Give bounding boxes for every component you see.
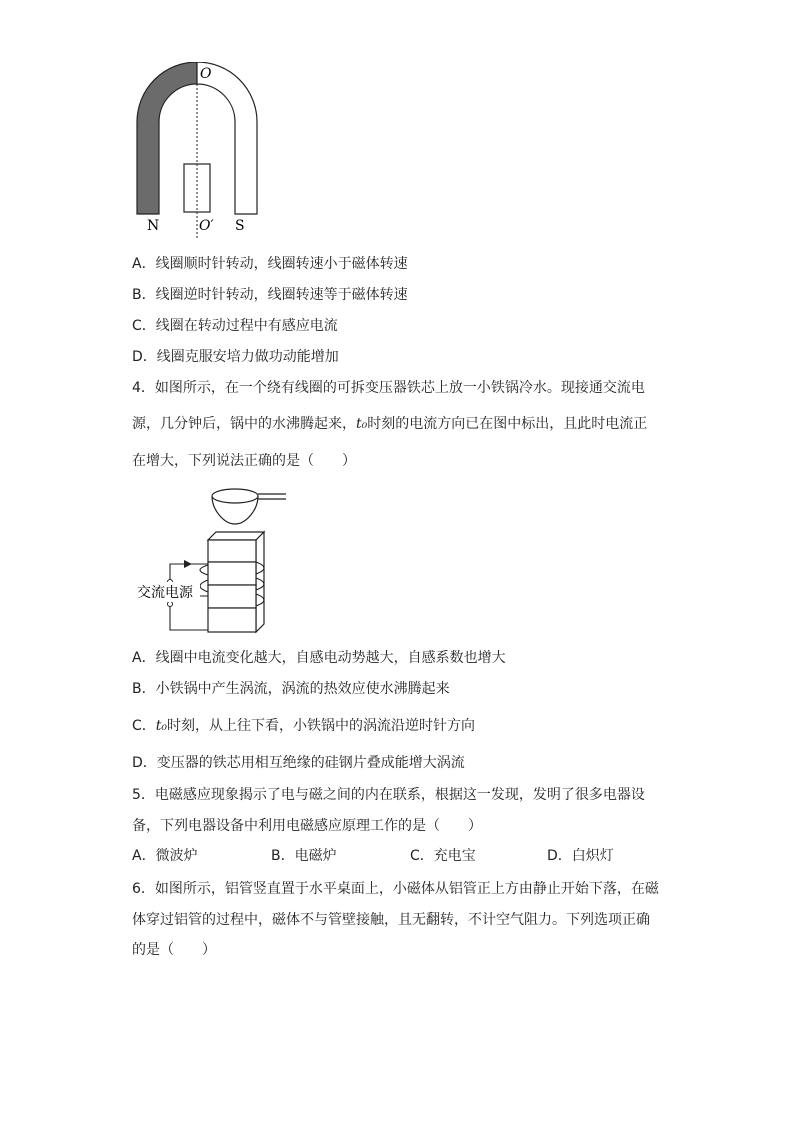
q4-stem-line-2: 源，几分钟后，锅中的水沸腾起来，t₀时刻的电流方向已在图中标出，且此时电流正 — [132, 416, 648, 432]
ac-source-label: 交流电源 — [137, 585, 193, 601]
q4-option-c: C．t₀时刻，从上往下看，小铁锅中的涡流沿逆时针方向 — [132, 718, 476, 734]
axis-label-top: O — [200, 66, 212, 82]
current-arrow — [184, 560, 192, 568]
q3-option-d: D．线圈克服安培力做功动能增加 — [132, 349, 339, 365]
q5-option-d: D．白炽灯 — [547, 848, 614, 864]
q4-option-d: D．变压器的铁芯用相互绝缘的硅钢片叠成能增大涡流 — [132, 755, 465, 771]
q5-option-b: B．电磁炉 — [271, 848, 337, 864]
magnet-coil-figure — [125, 62, 275, 242]
t0-variable: t₀ — [356, 416, 368, 432]
q3-option-b: B．线圈逆时针转动，线圈转速等于磁体转速 — [132, 287, 408, 303]
q5-stem-line-2: 备，下列电器设备中利用电磁感应原理工作的是（ ） — [132, 818, 482, 834]
q6-stem-line-2: 体穿过铝管的过程中，磁体不与管壁接触，且无翻转，不计空气阻力。下列选项正确 — [132, 912, 650, 928]
q6-stem-line-3: 的是（ ） — [132, 942, 216, 958]
q4-option-a: A．线圈中电流变化越大，自感电动势越大，自感系数也增大 — [132, 650, 506, 666]
pole-label-s: S — [235, 218, 245, 234]
t0-variable: t₀ — [155, 718, 168, 734]
transformer-core — [208, 532, 264, 632]
q4-stem-line-1: 4．如图所示，在一个绕有线圈的可拆变压器铁芯上放一小铁锅冷水。现接通交流电 — [132, 380, 645, 396]
q3-option-a: A．线圈顺时针转动，线圈转速小于磁体转速 — [132, 256, 408, 272]
pole-label-n: N — [147, 218, 160, 234]
q5-stem-line-1: 5．电磁感应现象揭示了电与磁之间的内在联系，根据这一发现，发明了很多电器设 — [132, 787, 645, 803]
q5-option-c: C．充电宝 — [410, 848, 476, 864]
transformer-pot-figure — [132, 480, 302, 640]
q5-option-a: A．微波炉 — [132, 848, 198, 864]
q5-options — [132, 846, 692, 866]
q6-stem-line-1: 6．如图所示，铝管竖直置于水平桌面上，小磁体从铝管正上方由静止开始下落，在磁 — [132, 881, 659, 897]
terminal-bottom — [168, 602, 173, 607]
q3-option-c: C．线圈在转动过程中有感应电流 — [132, 318, 338, 334]
q4-stem-line-3: 在增大，下列说法正确的是（ ） — [132, 453, 356, 469]
q4-option-b: B．小铁锅中产生涡流，涡流的热效应使水沸腾起来 — [132, 681, 450, 697]
axis-label-bottom: O′ — [199, 218, 214, 234]
